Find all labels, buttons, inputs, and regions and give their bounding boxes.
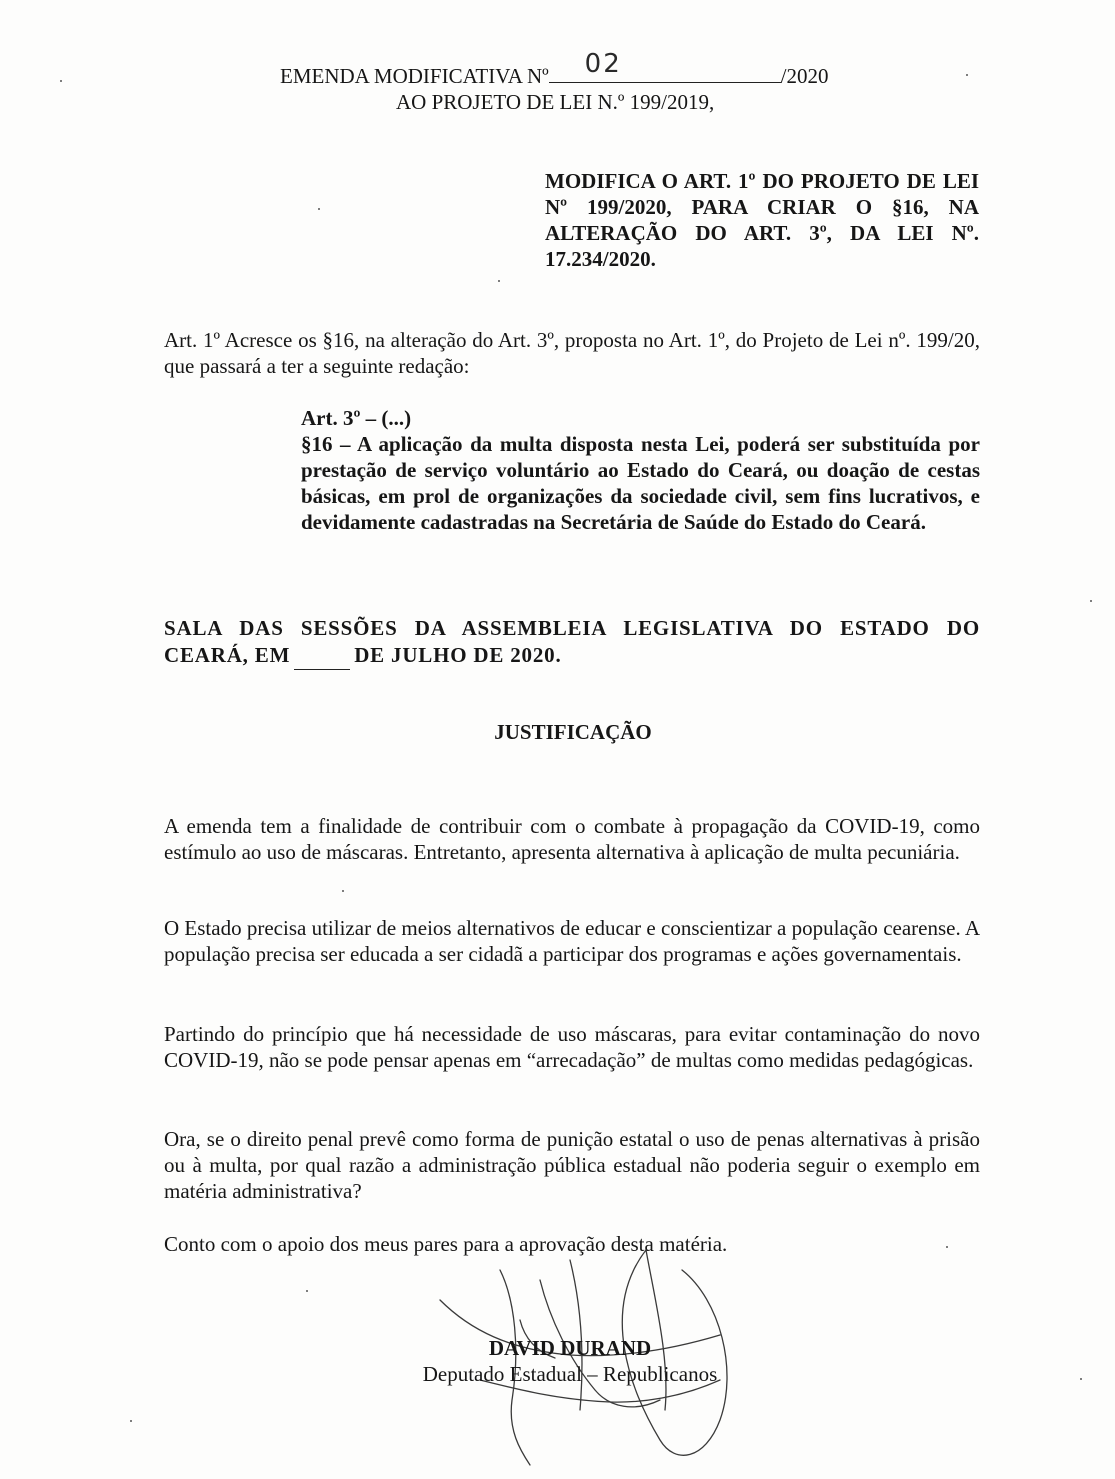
session-location-date	[164, 615, 980, 670]
scan-speck	[946, 1246, 948, 1248]
handwritten-amendment-number: 02	[584, 49, 622, 79]
justification-paragraph: Ora, se o direito penal prevê como forma de punição estatal o uso de penas alternativas à prisão ou à multa, por qual razão a administração pública estadual não poderia seguir o exemplo em matéria administrativa?	[164, 1127, 980, 1203]
article-intro: Art. 1º Acresce os §16, na alteração do Art. 3º, proposta no Art. 1º, do Projeto de Lei nº. 199/20, que passará a ter a seguinte redação:	[164, 328, 980, 378]
justification-paragraph: Conto com o apoio dos meus pares para a aprovação desta matéria.	[164, 1232, 728, 1256]
amendment-type-label: EMENDA MODIFICATIVA Nº	[280, 64, 549, 88]
scan-speck	[342, 890, 344, 892]
justification-paragraph: Partindo do princípio que há necessidade de uso máscaras, para evitar contaminação do novo COVID-19, não se pode pensar apenas em “arrecadação” de multas como medidas pedagógicas.	[164, 1022, 980, 1072]
amendment-number-blank	[549, 49, 781, 83]
amendment-header-line2: AO PROJETO DE LEI N.º 199/2019,	[396, 90, 715, 114]
justification-paragraph: O Estado precisa utilizar de meios alternativos de educar e conscientizar a população cearense. A população precisa ser educada a ser cidadã a participar dos programas e ações governamentais.	[164, 916, 980, 966]
scan-speck	[306, 1290, 308, 1292]
justification-paragraph: A emenda tem a finalidade de contribuir com o combate à propagação da COVID-19, como estímulo ao uso de máscaras. Entretanto, apresenta alternativa à aplicação de multa pecuniária.	[164, 814, 980, 864]
signer-name: DAVID DURAND	[488, 1336, 652, 1360]
scan-speck	[1080, 1378, 1082, 1380]
article-quote-heading: Art. 3º – (...)	[301, 406, 412, 430]
justification-title: JUSTIFICAÇÃO	[494, 720, 652, 744]
scan-speck	[318, 208, 320, 210]
ementa: MODIFICA O ART. 1º DO PROJETO DE LEI Nº 199/2020, PARA CRIAR O §16, NA ALTERAÇÃO DO ART. 3º, DA LEI Nº. 17.234/2020.	[545, 169, 979, 271]
session-text-part1: SALA DAS SESSÕES DA ASSEMBLEIA LEGISLATIVA DO ESTADO DO CEARÁ, EM	[164, 616, 980, 667]
scan-speck	[1090, 600, 1092, 602]
amendment-header-line1	[280, 49, 829, 90]
scan-speck	[966, 74, 968, 76]
scan-speck	[60, 80, 62, 82]
article-quote-body: §16 – A aplicação da multa disposta nesta Lei, poderá ser substituída por prestação de serviço voluntário ao Estado do Ceará, ou doação de cestas básicas, em prol de organizações da sociedade civil, sem fins lucrativos, e devidamente cadastradas na Secretária de Saúde do Estado do Ceará.	[301, 432, 980, 534]
amendment-year: /2020	[780, 64, 829, 88]
article-quote	[301, 405, 980, 535]
scan-speck	[130, 1420, 132, 1422]
session-text-part2: DE JULHO DE 2020.	[354, 643, 562, 667]
day-blank	[294, 642, 350, 670]
scan-speck	[498, 280, 500, 282]
signer-role: Deputado Estadual – Republicanos	[422, 1362, 718, 1386]
